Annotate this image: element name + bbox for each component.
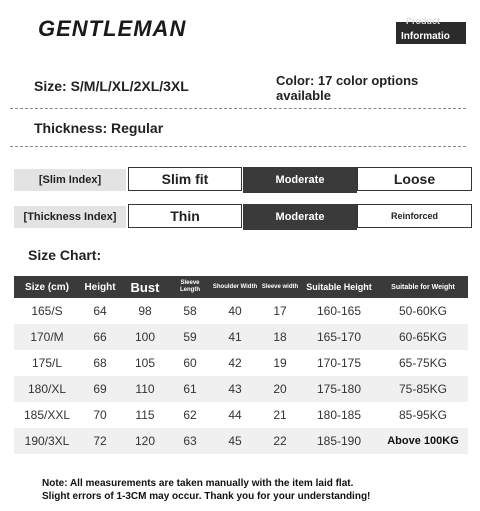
divider [10,146,466,147]
table-row [14,428,468,454]
table-cell: 18 [260,324,300,350]
table-cell: 72 [80,428,120,454]
table-header-row [14,276,468,298]
table-cell: 50-60KG [398,304,448,318]
column-header: Height [80,276,120,298]
table-cell: 41 [210,324,260,350]
table-cell: 70 [93,408,107,422]
table-cell: 190/3XL [14,428,80,454]
note-line: Slight errors of 1-3CM may occur. Thank you for your understanding! [42,491,371,502]
table-cell: 60 [183,356,197,370]
slim-index-row [14,167,472,193]
table-cell: 60-65KG [378,324,468,350]
loose-option: Loose [357,167,472,191]
slim-fit-option: Slim fit [128,167,242,191]
table-cell: 61 [170,376,210,402]
table-cell: 19 [273,356,287,370]
size-options: Size: S/M/L/XL/2XL/3XL [34,78,189,94]
table-cell: 21 [273,408,287,422]
table-cell: 175-180 [300,376,378,402]
moderate-option-selected: Moderate [243,167,357,193]
color-options: Color: 17 color options available [276,73,419,103]
table-cell: 185-190 [300,428,378,454]
table-cell: 62 [183,408,197,422]
table-cell: 75-85KG [378,376,468,402]
table-cell: 43 [210,376,260,402]
column-header: Sleeve Length [170,276,210,298]
moderate-option-selected: Moderate [243,204,357,230]
thickness-info: Thickness: Regular [34,120,164,136]
size-chart-title: Size Chart: [28,247,102,263]
slim-index-label: [Slim Index] [14,169,126,191]
thickness-index-label: [Thickness Index] [14,206,126,228]
table-cell: 185/XXL [23,408,71,422]
table-cell: 58 [183,304,197,318]
table-cell: 65-75KG [398,356,448,370]
table-cell: 64 [93,304,107,318]
table-row [14,298,468,324]
thickness-index-row [14,204,472,230]
table-cell: 180-185 [316,408,362,422]
table-cell: 22 [260,428,300,454]
divider [10,108,466,109]
column-header: Suitable for Weight [378,276,468,298]
size-chart-table [14,276,468,454]
table-cell: 85-95KG [398,408,448,422]
tag-bottom-text: Informatio [401,31,450,42]
table-cell: 165/S [31,304,63,318]
table-cell: 68 [93,356,107,370]
table-cell: Above 100KG [378,428,468,454]
table-row [14,350,468,376]
table-cell: 120 [120,428,170,454]
column-header: Size (cm) [14,276,80,298]
table-row [14,402,468,428]
table-row [14,376,468,402]
table-cell: 165-170 [300,324,378,350]
table-row [14,324,468,350]
table-cell: 115 [135,408,155,422]
column-header: Bust [120,276,170,298]
table-cell: 175/L [31,356,63,370]
table-cell: 180/XL [14,376,80,402]
table-cell: 69 [80,376,120,402]
thin-option: Thin [128,204,242,228]
table-cell: 66 [80,324,120,350]
table-cell: 100 [120,324,170,350]
reinforced-option: Reinforced [357,204,472,228]
column-header: Shoulder Width [210,276,260,298]
table-cell: 98 [138,304,152,318]
tag-top-text: Product [406,16,441,26]
column-header: Sleeve width [260,276,300,298]
table-cell: 170-175 [316,356,362,370]
product-information-tag [396,16,466,44]
column-header: Suitable Height [300,276,378,298]
table-cell: 59 [170,324,210,350]
table-cell: 63 [170,428,210,454]
measurement-note [42,477,370,503]
table-cell: 40 [228,304,242,318]
table-cell: 110 [120,376,170,402]
table-cell: 45 [210,428,260,454]
table-cell: 105 [134,356,156,370]
note-line: Note: All measurements are taken manually with the item laid flat. [42,478,354,489]
table-cell: 20 [260,376,300,402]
table-cell: 44 [228,408,242,422]
table-cell: 42 [228,356,242,370]
table-cell: 170/M [14,324,80,350]
table-cell: 160-165 [316,304,362,318]
brand-logo: GENTLEMAN [38,16,187,41]
table-cell: 17 [273,304,287,318]
